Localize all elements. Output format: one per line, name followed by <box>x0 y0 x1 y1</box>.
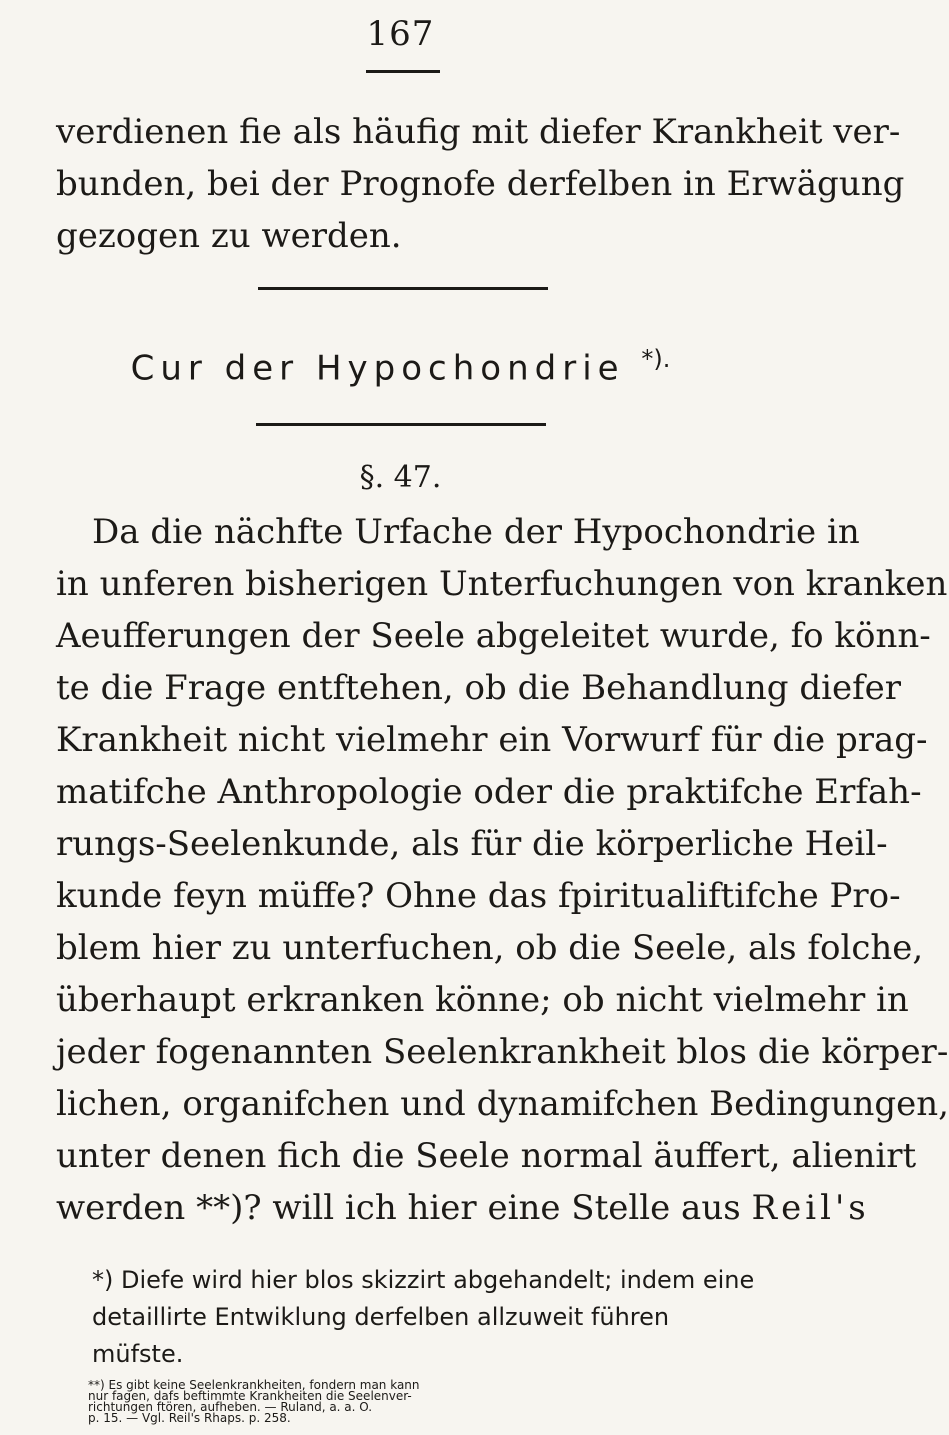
body-line: jeder fogenannten Seelenkrankheit blos die körper- <box>56 1032 949 1072</box>
body-line: Aeufferungen der Seele abgeleitet wurde, fo könn- <box>56 616 931 656</box>
section-heading <box>0 345 801 388</box>
last-line-text: werden **)? will ich hier eine Stelle aus <box>56 1188 741 1228</box>
body-line-last <box>56 1188 870 1228</box>
body-line: te die Frage entftehen, ob die Behandlung diefer <box>56 668 902 708</box>
heading-text: Cur der Hypochondrie <box>130 348 625 389</box>
footnote-text: Es gibt keine Seelenkrankheiten, fondern man kann <box>108 1378 420 1392</box>
body-line: Da die nächfte Urfache der Hypochondrie in <box>92 512 860 552</box>
footnote-1-first-line <box>92 1266 754 1294</box>
footnote-text: Diefe wird hier blos skizzirt abgehandelt; indem eine <box>121 1266 755 1294</box>
footnote-marker: *) <box>92 1266 114 1294</box>
footnote-line: p. 15. — Vgl. Reil's Rhaps. p. 258. <box>88 1411 291 1425</box>
body-line: kunde feyn müffe? Ohne das fpiritualiftifche Pro- <box>56 876 901 916</box>
body-line: unter denen fich die Seele normal äuffert, alienirt <box>56 1136 917 1176</box>
page-number: 167 <box>366 14 435 54</box>
body-line: matifche Anthropologie oder die praktifche Erfah- <box>56 772 922 812</box>
intro-line: gezogen zu werden. <box>56 216 402 256</box>
page-number-underline <box>366 70 440 73</box>
footnote-marker: **) <box>88 1378 105 1392</box>
footnote-line: müfste. <box>92 1340 184 1368</box>
divider-rule-bottom <box>256 423 546 426</box>
divider-rule-top <box>258 287 548 290</box>
body-line: blem hier zu unterfuchen, ob die Seele, als folche, <box>56 928 924 968</box>
intro-line: verdienen fie als häufig mit diefer Krankheit ver- <box>56 112 901 152</box>
footnote-line: richtungen ftören, aufheben. — Ruland, a. a. O. <box>88 1400 373 1414</box>
footnote-line: detaillirte Entwiklung derfelben allzuweit führen <box>92 1303 670 1331</box>
author-name-spaced: Reil's <box>751 1188 870 1228</box>
body-line: überhaupt erkranken könne; ob nicht vielmehr in <box>56 980 909 1020</box>
body-line: Krankheit nicht vielmehr ein Vorwurf für die prag- <box>56 720 928 760</box>
body-line: rungs-Seelenkunde, als für die körperliche Heil- <box>56 824 888 864</box>
heading-footnote-marker: *). <box>641 345 671 373</box>
body-line: lichen, organifchen und dynamifchen Bedingungen, <box>56 1084 949 1124</box>
section-number: §. 47. <box>359 460 442 495</box>
footnote-line: nur fagen, dafs beftimmte Krankheiten die Seelenver- <box>88 1389 412 1403</box>
intro-line: bunden, bei der Prognofe derfelben in Erwägung <box>56 164 905 204</box>
body-line: in unferen bisherigen Unterfuchungen von kranken <box>56 564 948 604</box>
